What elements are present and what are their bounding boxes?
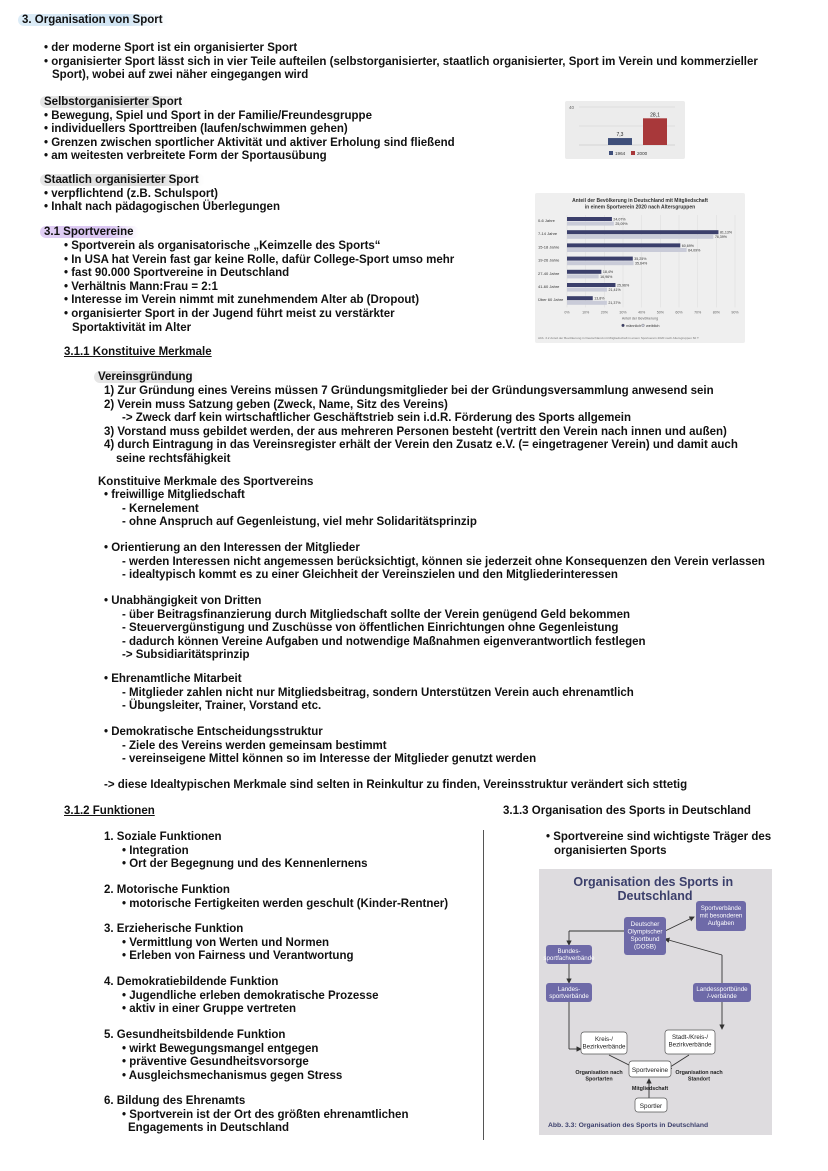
tick-label: 40 — [569, 105, 575, 110]
list-item: • individuellers Sporttreiben (laufen/schwimmen gehen) — [44, 123, 348, 136]
bar — [567, 222, 614, 226]
list-item: • In USA hat Verein fast gar keine Rolle, dafür College-Sport umso mehr — [64, 253, 455, 266]
list-item: • Grenzen zwischen sportlicher Aktivität und aktiver Erholung sind fließend — [44, 136, 455, 149]
list-item: • Unabhängigkeit von Dritten — [104, 595, 262, 607]
funktion-6: 6. Bildung des Ehrenamts • Sportverein ist der Ort des größten ehrenamtlichen Engagements in Deutschland — [104, 1095, 409, 1135]
list-item: • Orientierung an den Interessen der Mitglieder — [104, 542, 360, 554]
list-item: - Übungsleiter, Trainer, Vorstand etc. — [122, 700, 322, 713]
column-divider — [483, 830, 484, 1140]
org-caption: Abb. 3.3: Organisation des Sports in Deutschland — [548, 1122, 709, 1129]
category-label: 0-6 Jahre — [538, 218, 555, 223]
funktion-1: 1. Soziale Funktionen • Integration • Ort der Begegnung und des Kennenlernens — [104, 831, 368, 871]
svg-text:Sportvereine: Sportvereine — [631, 1067, 669, 1074]
org-diagram — [539, 869, 772, 1135]
merkmale-title: Konstituive Merkmale des Sportvereins — [98, 476, 314, 488]
tick-label: 70% — [694, 310, 702, 315]
bar — [567, 288, 607, 292]
list-item: • organisierter Sport lässt sich in vier Teile aufteilen (selbstorganisierter, staatlich organisierter, Sport im Verein und kommerzieller — [44, 55, 758, 68]
staat-section — [44, 174, 280, 215]
data-label: 60,69% — [681, 243, 694, 248]
svg-text:Sportler: Sportler — [639, 1103, 663, 1110]
bar — [567, 261, 634, 265]
list-item: - Steuervergünstigung und Zuschüsse von öffentlichen Einrichtungen ohne Gegenleistung — [122, 622, 619, 635]
list-item: • der moderne Sport ist ein organisierter Sport — [44, 42, 298, 54]
funktion-5: 5. Gesundheitsbildende Funktion • wirkt Bewegungsmangel entgegen • präventive Gesundheitsvorsorge • Ausgleichsmechanismus gegen Stress — [104, 1029, 343, 1082]
bar — [567, 283, 615, 287]
list-item: • Ort der Begegnung und des Kennenlernens — [122, 858, 368, 871]
data-label: 35,25% — [634, 257, 647, 261]
data-label: 18,4% — [602, 270, 614, 275]
merkmal-4 — [104, 673, 634, 714]
list-item: • Vermittlung von Werten und Normen — [122, 936, 329, 949]
data-label: 78,39% — [714, 235, 728, 240]
legend-label: 2000 — [637, 151, 648, 156]
list-item: organisierten Sports — [554, 844, 667, 857]
org-diagram-svg — [539, 869, 772, 1135]
list-item: • verpflichtend (z.B. Schulsport) — [44, 187, 218, 200]
legend-label: weiblich — [646, 323, 660, 328]
section-3-1-title: 3.1 Sportvereine — [40, 226, 139, 238]
tick-label: 30% — [619, 310, 627, 315]
data-label: 21,41% — [608, 288, 621, 292]
data-label: 81,13% — [719, 230, 733, 235]
section-3-1 — [44, 226, 139, 240]
tick-label: 0% — [564, 310, 570, 315]
section-3-1-3-bullets — [546, 831, 771, 858]
selbst-title: Selbstorganisierter Sport — [40, 96, 188, 108]
bar — [567, 248, 687, 252]
data-label: 28,1 — [650, 112, 660, 119]
merkmale — [98, 476, 313, 490]
bar-2000 — [643, 118, 667, 145]
tick-label: 90% — [731, 310, 739, 315]
list-item: • Sportverein als organisatorische „Keimzelle des Sports“ — [64, 240, 381, 252]
legend-swatch — [631, 151, 635, 155]
list-item: - dadurch können Vereine Aufgaben und notwendige Maßnahmen eigenverantwortlich festlegen — [122, 635, 646, 648]
svg-text:Organisation nachStandort: Organisation nach Standort — [675, 1070, 723, 1083]
chart-title: Anteil der Bevölkerung in Deutschland mit Mitgliedschaft — [572, 198, 708, 204]
merkmal-3 — [104, 595, 646, 663]
bar — [567, 230, 718, 234]
funktion-3: 3. Erzieherische Funktion • Vermittlung von Werten und Normen • Erleben von Fairness und Verantwortung — [104, 923, 354, 963]
list-item: 1) Zur Gründung eines Vereins müssen 7 Gründungsmitglieder bei der Gründungsversammlung anwesend sein — [104, 385, 714, 397]
bar — [567, 217, 612, 221]
x-axis-label: Anteil der Bevölkerung — [621, 316, 659, 321]
category-label: 19-26 Jahre — [538, 257, 560, 263]
data-label: 21,37% — [608, 301, 621, 306]
list-item: Sportaktivität im Alter — [72, 321, 192, 334]
list-item: • Verhältnis Mann:Frau = 2:1 — [64, 280, 218, 293]
section-3-1-bullets — [64, 240, 454, 335]
list-item: - ohne Anspruch auf Gegenleistung, viel mehr Solidaritätsprinzip — [122, 516, 477, 529]
section-3-1-2 — [64, 805, 155, 819]
list-item: - werden Interessen nicht angemessen berücksichtigt, können sie jederzeit ohne Konsequenzen den Verein verlassen — [122, 555, 765, 568]
legend-label: 1964 — [615, 151, 626, 156]
svg-text:Organisation nachSportarten: Organisation nach Sportarten — [575, 1070, 623, 1083]
age-bar-chart — [535, 193, 745, 343]
list-item: • wirkt Bewegungsmangel entgegen — [122, 1042, 319, 1055]
small-bar-chart — [565, 101, 685, 159]
category-label: 15-18 Jahre — [538, 244, 560, 250]
section-3-1-3 — [503, 805, 751, 819]
bar-1964 — [608, 138, 632, 145]
list-item: - Ziele des Vereins werden gemeinsam bestimmt — [122, 739, 387, 752]
svg-text:DeutscherOlympischerSportbund(: Deutscher Olympischer Sportbund (DOSB) — [627, 921, 663, 951]
section-3-title: 3. Organisation von Sport — [18, 14, 169, 26]
list-item: • Sportverein ist der Ort des größten ehrenamtlichen — [122, 1108, 409, 1121]
section-3-1-1 — [64, 346, 212, 360]
data-label: 7,3 — [616, 132, 624, 139]
bar — [567, 243, 680, 247]
list-item: 3) Vorstand muss gebildet werden, der aus mehreren Personen besteht (vertritt den Verein nach innen und außen) — [104, 425, 727, 438]
svg-text:Mitgliedschaft: Mitgliedschaft — [631, 1086, 669, 1092]
org-boxes — [543, 901, 751, 1129]
list-item: • Ehrenamtliche Mitarbeit — [104, 673, 242, 685]
org-title: Organisation des Sports in Deutschland — [573, 875, 734, 903]
category-label: 7-14 Jahre — [538, 231, 558, 237]
bar — [567, 257, 633, 261]
chart-caption: Abb. 3.2 Anteil der Bevölkerung in Deutschland mit Mitgliedschaft in einem Sportverein 2020 nach Altersgruppen 60 T — [538, 336, 699, 340]
svg-text:Bundes-sportfachverbände: Bundes-sportfachverbände — [543, 948, 595, 962]
bar — [567, 270, 601, 274]
svg-text:Stadt-/Kreis-/Bezirkverbände: Stadt-/Kreis-/ Bezirkverbände — [668, 1034, 712, 1049]
list-item: - vereinseigene Mittel können so im Interesse der Mitglieder genutzt werden — [122, 753, 537, 766]
list-item: • Inhalt nach pädagogischen Überlegungen — [44, 201, 280, 214]
list-item: - Kernelement — [122, 502, 199, 515]
data-label: 25,96% — [616, 283, 630, 288]
svg-text:Sportverbändemit besonderenAuf: Sportverbände mit besonderen Aufgaben — [699, 905, 743, 927]
merkmale-fazit: -> diese Idealtypischen Merkmale sind selten in Reinkultur zu finden, Vereinsstruktur verändert sich sttetig — [104, 779, 688, 791]
vereinsgruendung — [98, 371, 199, 385]
funktion-4: 4. Demokratiebildende Funktion • Jugendliche erleben demokratische Prozesse • aktiv in einer Gruppe vertreten — [104, 976, 379, 1016]
legend-swatch — [609, 151, 613, 155]
list-item: 2) Verein muss Satzung geben (Zweck, Name, Sitz des Vereins) — [104, 398, 448, 411]
list-item: • freiwillige Mitgliedschaft — [104, 489, 245, 501]
section-3-1-3-title: 3.1.3 Organisation des Sports in Deutschland — [503, 805, 751, 817]
bar — [567, 235, 713, 239]
data-label: 35,64% — [635, 261, 648, 266]
list-item: Sport), wobei auf zwei näher eingegangen wird — [52, 69, 309, 82]
list-item: • Bewegung, Spiel und Sport in der Familie/Freundesgruppe — [44, 109, 372, 122]
list-item: -> Subsidiaritätsprinzip — [122, 649, 250, 662]
funktion-2: 2. Motorische Funktion • motorische Fertigkeiten werden geschult (Kinder-Rentner) — [104, 884, 449, 910]
tick-label: 60% — [675, 310, 683, 315]
section-3 — [22, 14, 169, 28]
tick-label: 20% — [600, 310, 608, 315]
data-label: 25,09% — [615, 222, 628, 226]
age-bar-chart-svg — [535, 193, 745, 343]
list-item: seine rechtsfähigkeit — [116, 452, 231, 465]
tick-label: 40% — [638, 310, 646, 315]
chart-title: in einem Sportverein 2020 nach Altersgruppen — [584, 204, 696, 211]
list-item: • Sportvereine sind wichtigste Träger des — [546, 831, 772, 843]
list-item: • aktiv in einer Gruppe vertreten — [122, 1003, 297, 1016]
legend-label: männlich — [626, 323, 642, 328]
svg-text:Kreis-/Bezirkverbände: Kreis-/ Bezirkverbände — [582, 1036, 626, 1051]
staat-title: Staatlich organisierter Sport — [40, 174, 205, 186]
legend-swatch — [642, 324, 645, 327]
category-label: Über 60 Jahre — [538, 297, 564, 303]
merkmal-5 — [104, 726, 536, 767]
bar — [567, 274, 599, 278]
tick-label: 80% — [712, 310, 720, 315]
list-item: • Jugendliche erleben demokratische Prozesse — [122, 989, 379, 1002]
data-label: 24,07% — [613, 217, 626, 222]
section-3-1-1-title: 3.1.1 Konstituive Merkmale — [64, 346, 212, 358]
list-item: • Integration — [122, 844, 189, 857]
legend-swatch — [622, 324, 625, 327]
bar — [567, 296, 593, 300]
data-label: 16,96% — [600, 274, 613, 279]
vereinsgruendung-title: Vereinsgründung — [94, 371, 199, 383]
svg-text:Landes-sportverbände: Landes-sportverbände — [549, 986, 589, 1000]
list-item: • fast 90.000 Sportvereine in Deutschland — [64, 267, 290, 280]
category-label: 27-40 Jahre — [538, 270, 560, 276]
selbst-section — [44, 96, 455, 164]
tick-label: 50% — [656, 310, 664, 315]
list-item: - Mitglieder zahlen nicht nur Mitgliedsbeitrag, sondern Unterstützen Verein auch ehrenamtlich — [122, 686, 634, 699]
data-label: 64,09% — [688, 248, 701, 253]
list-item: • am weitesten verbreitete Form der Sportausübung — [44, 150, 327, 163]
list-item: - über Beitragsfinanzierung durch Mitgliedschaft sollte der Verein genügend Geld bekommen — [122, 608, 630, 621]
tick-label: 10% — [582, 310, 590, 315]
bar — [567, 301, 607, 305]
data-label: 13,8% — [594, 296, 605, 301]
merkmal-1 — [104, 489, 477, 530]
list-item: • motorische Fertigkeiten werden geschult (Kinder-Rentner) — [122, 897, 449, 910]
list-item: - idealtypisch kommt es zu einer Gleichheit der Vereinszielen und den Mitgliederinteressen — [122, 569, 618, 582]
list-item: 4) durch Eintragung in das Vereinsregister erhält der Verein den Zusatz e.V. (= eingetragener Verein) und damit auch — [104, 439, 738, 452]
list-item: • organisierter Sport in der Jugend führt meist zu verstärkter — [64, 307, 395, 320]
list-item: -> Zweck darf kein wirtschaftlicher Geschäftstrieb sein i.d.R. Förderung des Sports allgemein — [122, 412, 632, 425]
section-3-bullets — [44, 42, 758, 83]
list-item: • Erleben von Fairness und Verantwortung — [122, 950, 354, 963]
category-label: 41-60 Jahre — [538, 284, 560, 289]
list-item: • Demokratische Entscheidungsstruktur — [104, 726, 323, 738]
svg-text:Landessportbünde/-verbände: Landessportbünde /-verbände — [696, 986, 748, 1000]
list-item: • präventive Gesundheitsvorsorge — [122, 1056, 309, 1069]
small-bar-chart-svg — [565, 101, 685, 159]
list-item: • Interesse im Verein nimmt mit zunehmendem Alter ab (Dropout) — [64, 294, 420, 307]
merkmal-2 — [104, 542, 765, 583]
list-item: Engagements in Deutschland — [128, 1122, 290, 1135]
section-3-1-2-title: 3.1.2 Funktionen — [64, 805, 155, 817]
list-item: • Ausgleichsmechanismus gegen Stress — [122, 1069, 343, 1082]
vereinsgruendung-list — [104, 385, 738, 467]
